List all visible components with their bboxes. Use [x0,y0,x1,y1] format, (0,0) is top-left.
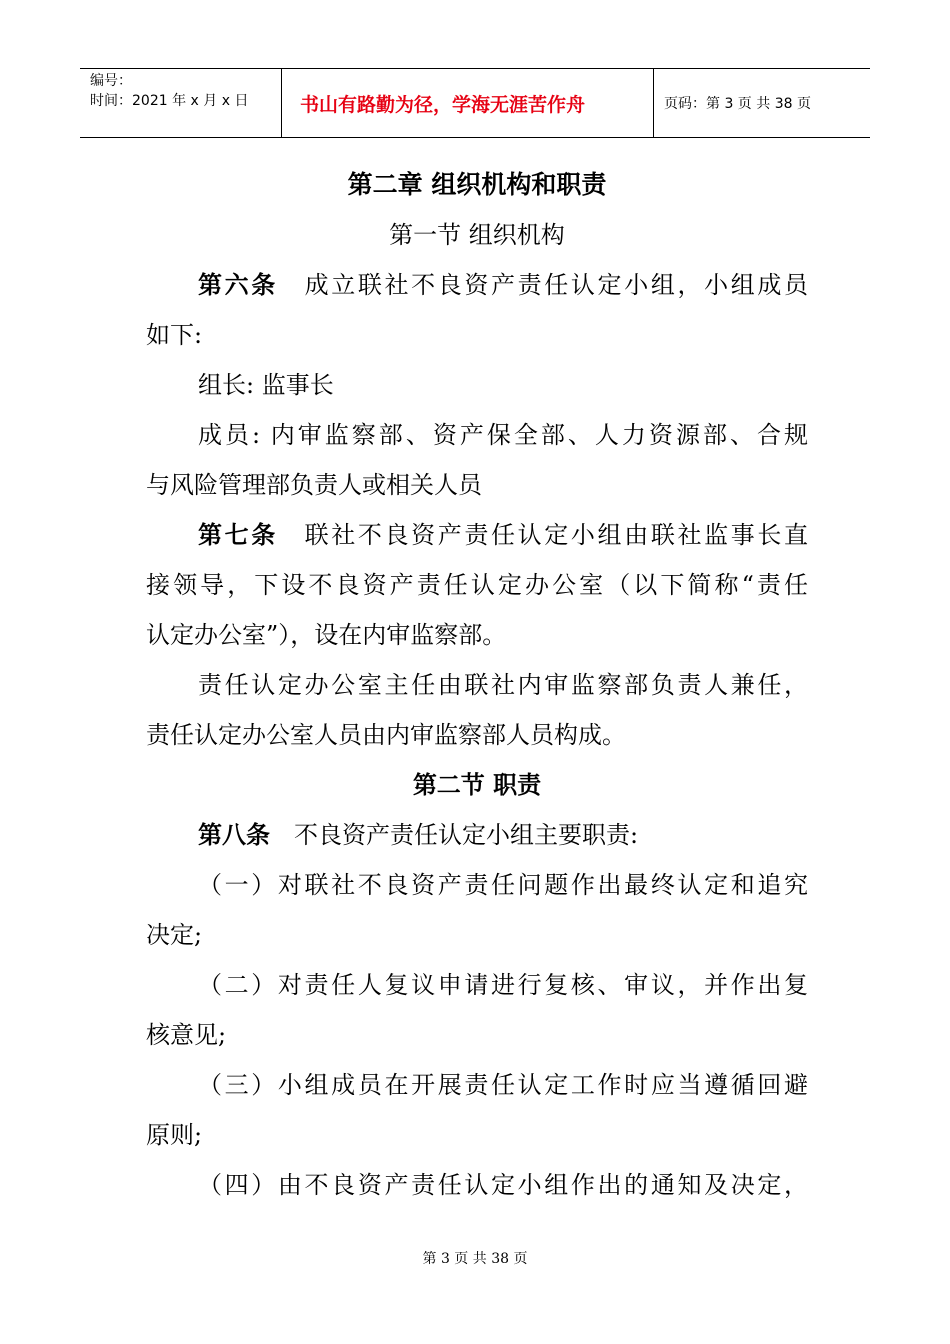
page-header [80,68,870,138]
article-7-label: 第七条 [198,520,278,549]
office-line-1: 责任认定办公室主任由联社内审监察部负责人兼任， [198,671,808,699]
article-7-line-2: 接领导，下设不良资产责任认定办公室（以下简称“责任 [146,571,808,599]
duty-item-3-line-1: （三）小组成员在开展责任认定工作时应当遵循回避 [198,1071,808,1099]
duty-item-2-line-2: 核意见; [146,1021,227,1049]
document-body [146,160,808,1210]
article-7-text: 联社不良资产责任认定小组由联社监事长直 [304,521,809,549]
duty-item-2-line-1: （二）对责任人复议申请进行复核、审议，并作出复 [198,971,808,999]
office-line-2: 责任认定办公室人员由内审监察部人员构成。 [146,721,626,749]
page-footer: 第 3 页 共 38 页 [422,1251,528,1267]
group-members-line-1: 成员: 内审监察部、资产保全部、人力资源部、合规 [198,421,808,449]
article-7-line-3: 认定办公室”），设在内审监察部。 [146,621,507,649]
group-members-line-2: 与风险管理部负责人或相关人员 [146,471,482,499]
document-number-label: 编号： [90,73,132,89]
article-6-label: 第六条 [198,270,278,299]
article-8-line [146,810,808,860]
header-meta [80,69,282,137]
group-leader: 组长: 监事长 [198,371,334,399]
section-title-2: 第二节 职责 [412,770,542,799]
article-8-text: 不良资产责任认定小组主要职责: [294,821,639,849]
duty-item-1-line-1: （一）对联社不良资产责任问题作出最终认定和追究 [198,871,808,899]
section-title-1: 第一节 组织机构 [389,221,565,249]
duty-item-3-line-2: 原则; [146,1121,203,1149]
article-6-line-2: 如下: [146,321,203,349]
duty-item-4-line-1: （四）由不良资产责任认定小组作出的通知及决定， [198,1171,808,1199]
article-8-label: 第八条 [198,820,270,849]
document-date: 时间：2021 年 x 月 x 日 [90,93,249,109]
chapter-title: 第二章 组织机构和职责 [347,170,607,199]
header-page-info: 页码：第 3 页 共 38 页 [664,96,811,112]
article-6-line-1 [146,260,808,310]
article-7-line-1 [146,510,808,560]
header-motto: 书山有路勤为径，学海无涯苦作舟 [282,69,654,137]
article-6-text: 成立联社不良资产责任认定小组，小组成员 [304,271,809,299]
duty-item-1-line-2: 决定; [146,921,203,949]
